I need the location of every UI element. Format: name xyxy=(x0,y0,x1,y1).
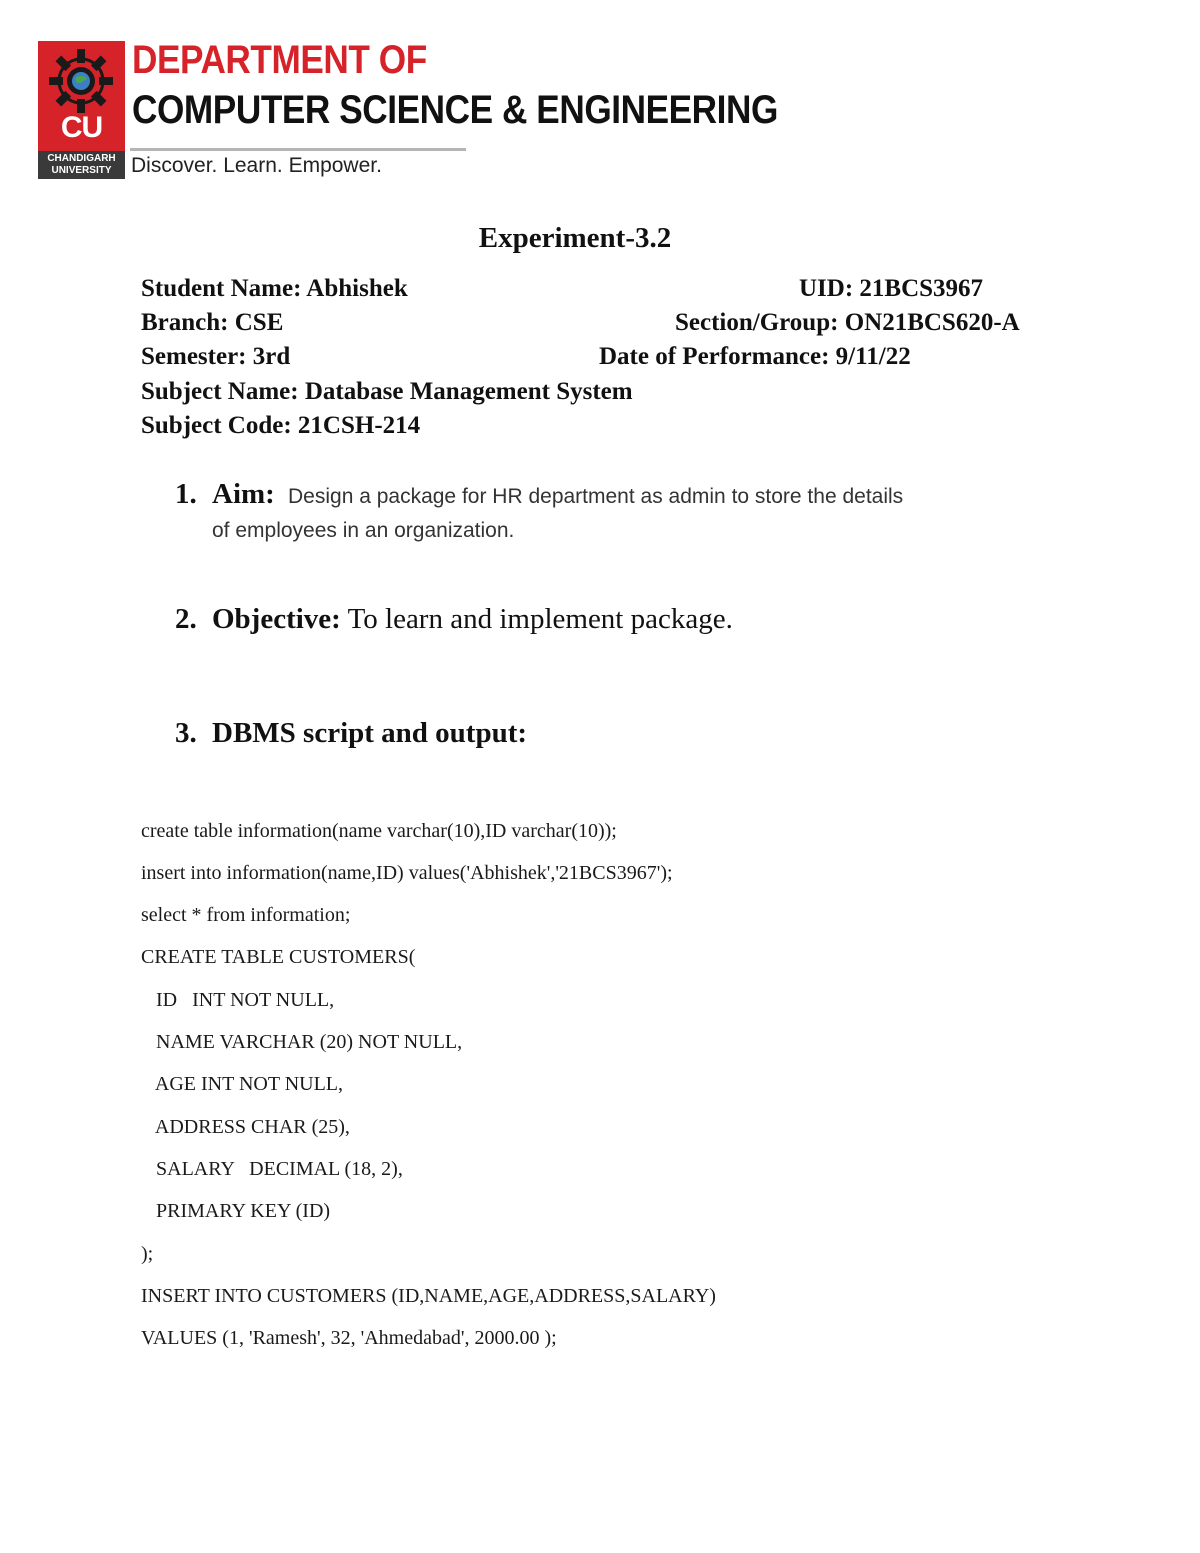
date-of-performance: Date of Performance: 9/11/22 xyxy=(599,343,911,370)
subject-code: Subject Code: 21CSH-214 xyxy=(141,412,421,439)
code-line: ID INT NOT NULL, xyxy=(141,989,335,1011)
logo-strip-line2: UNIVERSITY xyxy=(51,165,112,176)
code-line: create table information(name varchar(10),ID varchar(10)); xyxy=(141,820,617,842)
branch: Branch: CSE xyxy=(141,309,284,336)
objective-label: Objective: xyxy=(212,603,341,635)
code-line: select * from information; xyxy=(141,904,351,926)
objective xyxy=(212,603,733,636)
code-line: SALARY DECIMAL (18, 2), xyxy=(141,1158,403,1180)
semester: Semester: 3rd xyxy=(141,343,291,370)
code-line: ); xyxy=(141,1243,154,1265)
code-line: PRIMARY KEY (ID) xyxy=(141,1200,331,1222)
student-name: Student Name: Abhishek xyxy=(141,275,408,302)
objective-text: To learn and implement package. xyxy=(340,603,733,635)
logo-strip-line1: CHANDIGARH xyxy=(47,153,116,164)
aim-text-line2: of employees in an organization. xyxy=(212,519,515,542)
logo-cu-text: CU xyxy=(60,111,103,144)
section-group: Section/Group: ON21BCS620-A xyxy=(675,309,1020,336)
code-line: VALUES (1, 'Ramesh', 32, 'Ahmedabad', 2000.00 ); xyxy=(141,1327,557,1349)
aim-number: 1. xyxy=(175,478,197,510)
department-heading-line1: DEPARTMENT OF xyxy=(132,38,427,82)
experiment-title: Experiment-3.2 xyxy=(478,222,672,254)
code-line: NAME VARCHAR (20) NOT NULL, xyxy=(141,1031,463,1053)
code-line: INSERT INTO CUSTOMERS (ID,NAME,AGE,ADDRESS,SALARY) xyxy=(141,1285,716,1307)
code-line: insert into information(name,ID) values('Abhishek','21BCS3967'); xyxy=(141,862,673,884)
logo-university-strip xyxy=(38,151,125,179)
student-uid: UID: 21BCS3967 xyxy=(799,275,984,302)
header-divider xyxy=(130,148,466,151)
university-logo xyxy=(38,41,125,179)
aim-text-line1: Design a package for HR department as admin to store the details xyxy=(288,485,904,508)
code-line: AGE INT NOT NULL, xyxy=(141,1073,344,1095)
aim-label: Aim: xyxy=(212,478,275,510)
code-line: ADDRESS CHAR (25), xyxy=(141,1116,350,1138)
code-line: CREATE TABLE CUSTOMERS( xyxy=(141,946,416,968)
subject-name: Subject Name: Database Management System xyxy=(141,378,633,405)
script-number: 3. xyxy=(175,717,197,749)
script-heading: DBMS script and output: xyxy=(212,717,528,749)
department-heading-line2: COMPUTER SCIENCE & ENGINEERING xyxy=(132,88,778,132)
tagline: Discover. Learn. Empower. xyxy=(131,154,382,177)
objective-number: 2. xyxy=(175,603,197,635)
gear-globe-icon xyxy=(47,47,115,115)
